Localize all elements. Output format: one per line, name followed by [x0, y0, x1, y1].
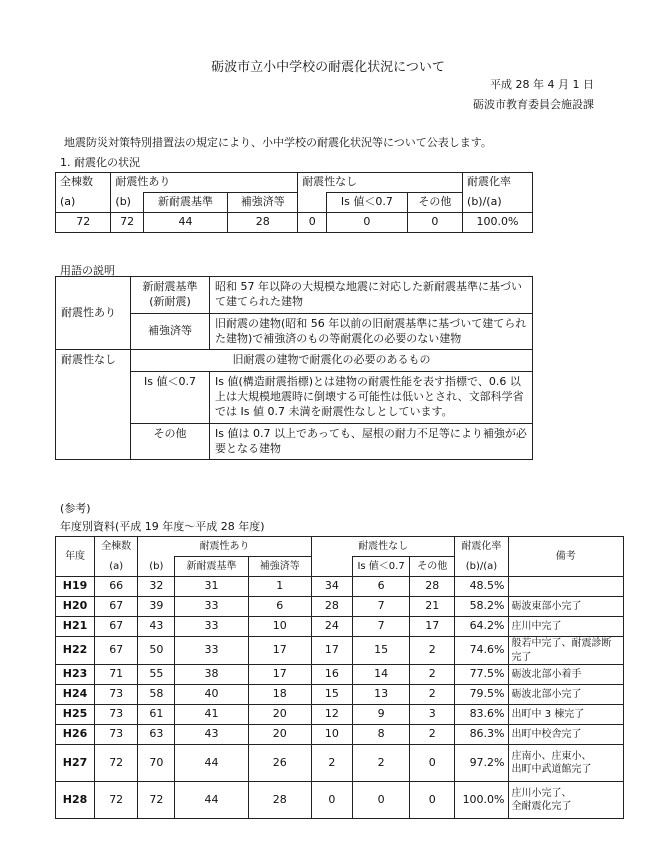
header-a: (a): [95, 557, 138, 577]
row-note: 庄川小完了、 全耐震化完了: [508, 782, 623, 819]
row-total: 71: [95, 665, 138, 685]
row-reinf: 20: [248, 705, 311, 725]
row-total: 72: [95, 745, 138, 782]
row-reinf: 10: [248, 617, 311, 637]
row-year: H21: [56, 617, 95, 637]
row-note: [508, 577, 623, 597]
row-is: 6: [353, 577, 410, 597]
row-reinf: 28: [248, 782, 311, 819]
row-is: 0: [353, 782, 410, 819]
row-total: 72: [95, 782, 138, 819]
row-total: 67: [95, 637, 138, 665]
table-row: [56, 705, 624, 725]
table-row: [56, 782, 624, 819]
intro-text: 地震防災対策特別措置法の規定により、小中学校の耐震化状況等について公表します。: [64, 136, 492, 149]
term-ng-desc: 旧耐震の建物で耐震化の必要のあるもの: [131, 350, 533, 372]
row-ok: 39: [138, 597, 175, 617]
row-ng: 34: [311, 577, 352, 597]
header-total: 全棟数: [95, 537, 138, 557]
term-reinf-label: 補強済等: [131, 313, 210, 350]
row-new: 33: [175, 597, 248, 617]
header-ng: 耐震性なし: [311, 537, 454, 557]
header-ok: 耐震性あり: [111, 173, 298, 193]
row-total: 73: [95, 705, 138, 725]
row-other: 28: [410, 577, 455, 597]
header-rate-formula: (b)/(a): [463, 193, 533, 213]
row-ok: 63: [138, 725, 175, 745]
table-row: [56, 685, 624, 705]
row-note: 庄南小、庄東小、 出町中武道館完了: [508, 745, 623, 782]
row-other: 2: [410, 685, 455, 705]
page-title: 砺波市立小中学校の耐震化状況について: [211, 60, 445, 75]
row-total: 67: [95, 617, 138, 637]
header-is: Is 値＜0.7: [327, 193, 407, 213]
seismic-status-table: [55, 172, 533, 233]
value-ok: 72: [111, 213, 143, 233]
row-ok: 72: [138, 782, 175, 819]
row-year: H19: [56, 577, 95, 597]
row-ok: 43: [138, 617, 175, 637]
row-rate: 86.3%: [455, 725, 508, 745]
table-row: [56, 665, 624, 685]
header-rate: 耐震化率: [463, 173, 533, 193]
header-ok: 耐震性あり: [138, 537, 312, 557]
row-new: 44: [175, 745, 248, 782]
reference-subtitle: 年度別資料(平成 19 年度～平成 28 年度): [60, 520, 265, 533]
row-ng: 17: [311, 637, 352, 665]
row-is: 8: [353, 725, 410, 745]
row-other: 0: [410, 782, 455, 819]
row-year: H25: [56, 705, 95, 725]
term-ok: 耐震性あり: [56, 277, 131, 350]
row-ok: 32: [138, 577, 175, 597]
table-row: [56, 725, 624, 745]
row-reinf: 6: [248, 597, 311, 617]
row-other: 0: [410, 745, 455, 782]
term-reinf-desc: 旧耐震の建物(昭和 56 年以前の旧耐震基準に基づいて建てられた建物)で補強済のもの等耐震化の必要のない建物: [210, 313, 533, 350]
row-other: 2: [410, 637, 455, 665]
row-rate: 74.6%: [455, 637, 508, 665]
row-ok: 55: [138, 665, 175, 685]
row-other: 2: [410, 665, 455, 685]
terms-table: [55, 276, 533, 460]
value-is: 0: [327, 213, 407, 233]
term-new-label: 新耐震基準 (新耐震): [131, 277, 210, 314]
row-ok: 70: [138, 745, 175, 782]
row-is: 7: [353, 597, 410, 617]
row-reinf: 26: [248, 745, 311, 782]
value-reinf: 28: [228, 213, 298, 233]
row-ok: 58: [138, 685, 175, 705]
row-other: 17: [410, 617, 455, 637]
row-total: 73: [95, 685, 138, 705]
table-row: [56, 617, 624, 637]
row-total: 66: [95, 577, 138, 597]
row-total: 73: [95, 725, 138, 745]
value-total: 72: [56, 213, 111, 233]
table-row: [56, 745, 624, 782]
table-row: [56, 597, 624, 617]
row-rate: 64.2%: [455, 617, 508, 637]
row-reinf: 17: [248, 665, 311, 685]
row-note: 出町中校舎完了: [508, 725, 623, 745]
row-rate: 77.5%: [455, 665, 508, 685]
row-reinf: 20: [248, 725, 311, 745]
row-ng: 16: [311, 665, 352, 685]
header-other: その他: [410, 557, 455, 577]
term-other-desc: Is 値は 0.7 以上であっても、屋根の耐力不足等により補強が必要となる建物: [210, 423, 533, 460]
header-year: 年度: [56, 537, 95, 577]
row-year: H27: [56, 745, 95, 782]
row-ng: 24: [311, 617, 352, 637]
reference-heading: (参考): [60, 502, 91, 515]
header-other: その他: [407, 193, 462, 213]
row-ng: 0: [311, 782, 352, 819]
row-year: H24: [56, 685, 95, 705]
row-is: 13: [353, 685, 410, 705]
row-rate: 97.2%: [455, 745, 508, 782]
row-reinf: 17: [248, 637, 311, 665]
row-new: 33: [175, 637, 248, 665]
header-new: 新耐震基準: [175, 557, 248, 577]
row-new: 43: [175, 725, 248, 745]
row-ng: 28: [311, 597, 352, 617]
row-rate: 100.0%: [455, 782, 508, 819]
row-rate: 79.5%: [455, 685, 508, 705]
term-is-label: Is 値＜0.7: [131, 372, 210, 424]
row-ng: 12: [311, 705, 352, 725]
row-note: 般若中完了、耐震診断完了: [508, 637, 623, 665]
document-date: 平成 28 年 4 月 1 日: [490, 78, 594, 91]
row-note: 砺波北部小完了: [508, 685, 623, 705]
row-rate: 83.6%: [455, 705, 508, 725]
section-heading: 1. 耐震化の状況: [60, 156, 140, 169]
row-ng: 15: [311, 685, 352, 705]
value-rate: 100.0%: [463, 213, 533, 233]
row-rate: 48.5%: [455, 577, 508, 597]
header-rate: 耐震化率: [455, 537, 508, 557]
row-year: H23: [56, 665, 95, 685]
header-ng: 耐震性なし: [298, 173, 463, 193]
row-other: 3: [410, 705, 455, 725]
row-new: 41: [175, 705, 248, 725]
row-is: 2: [353, 745, 410, 782]
header-reinf: 補強済等: [248, 557, 311, 577]
header-new: 新耐震基準: [143, 193, 227, 213]
row-is: 7: [353, 617, 410, 637]
row-new: 40: [175, 685, 248, 705]
row-ok: 61: [138, 705, 175, 725]
department-name: 砺波市教育委員会施設課: [473, 98, 594, 111]
row-rate: 58.2%: [455, 597, 508, 617]
term-ng: 耐震性なし: [56, 350, 131, 460]
row-other: 2: [410, 725, 455, 745]
row-is: 15: [353, 637, 410, 665]
row-other: 21: [410, 597, 455, 617]
value-ng: 0: [298, 213, 327, 233]
term-new-desc: 昭和 57 年以降の大規模な地震に対応した新耐震基準に基づいて建てられた建物: [210, 277, 533, 314]
term-other-label: その他: [131, 423, 210, 460]
term-is-desc: Is 値(構造耐震指標)とは建物の耐震性能を表す指標で、0.6 以上は大規模地震時に倒壊する可能性は低いとされ、文部科学省では Is 値 0.7 未満を耐震性なしとしています。: [210, 372, 533, 424]
row-note: 砺波東部小完了: [508, 597, 623, 617]
row-new: 38: [175, 665, 248, 685]
row-reinf: 18: [248, 685, 311, 705]
header-b: (b): [138, 557, 175, 577]
row-ng: 2: [311, 745, 352, 782]
row-new: 44: [175, 782, 248, 819]
row-year: H22: [56, 637, 95, 665]
row-year: H28: [56, 782, 95, 819]
row-total: 67: [95, 597, 138, 617]
header-reinf: 補強済等: [228, 193, 298, 213]
row-ok: 50: [138, 637, 175, 665]
row-year: H20: [56, 597, 95, 617]
header-total: 全棟数: [56, 173, 111, 193]
header-note: 備考: [508, 537, 623, 577]
table-row: [56, 637, 624, 665]
row-new: 33: [175, 617, 248, 637]
row-new: 31: [175, 577, 248, 597]
row-is: 9: [353, 705, 410, 725]
header-rate-formula: (b)/(a): [455, 557, 508, 577]
row-ng: 10: [311, 725, 352, 745]
value-other: 0: [407, 213, 462, 233]
value-new: 44: [143, 213, 227, 233]
row-note: 庄川中完了: [508, 617, 623, 637]
terms-heading: 用語の説明: [60, 264, 115, 277]
table-row: [56, 577, 624, 597]
row-is: 14: [353, 665, 410, 685]
header-is: Is 値＜0.7: [353, 557, 410, 577]
header-ok-b: (b): [111, 193, 143, 213]
row-note: 砺波北部小着手: [508, 665, 623, 685]
row-year: H26: [56, 725, 95, 745]
row-reinf: 1: [248, 577, 311, 597]
row-note: 出町中 3 棟完了: [508, 705, 623, 725]
header-total-a: (a): [56, 193, 111, 213]
yearly-table: [55, 536, 624, 819]
